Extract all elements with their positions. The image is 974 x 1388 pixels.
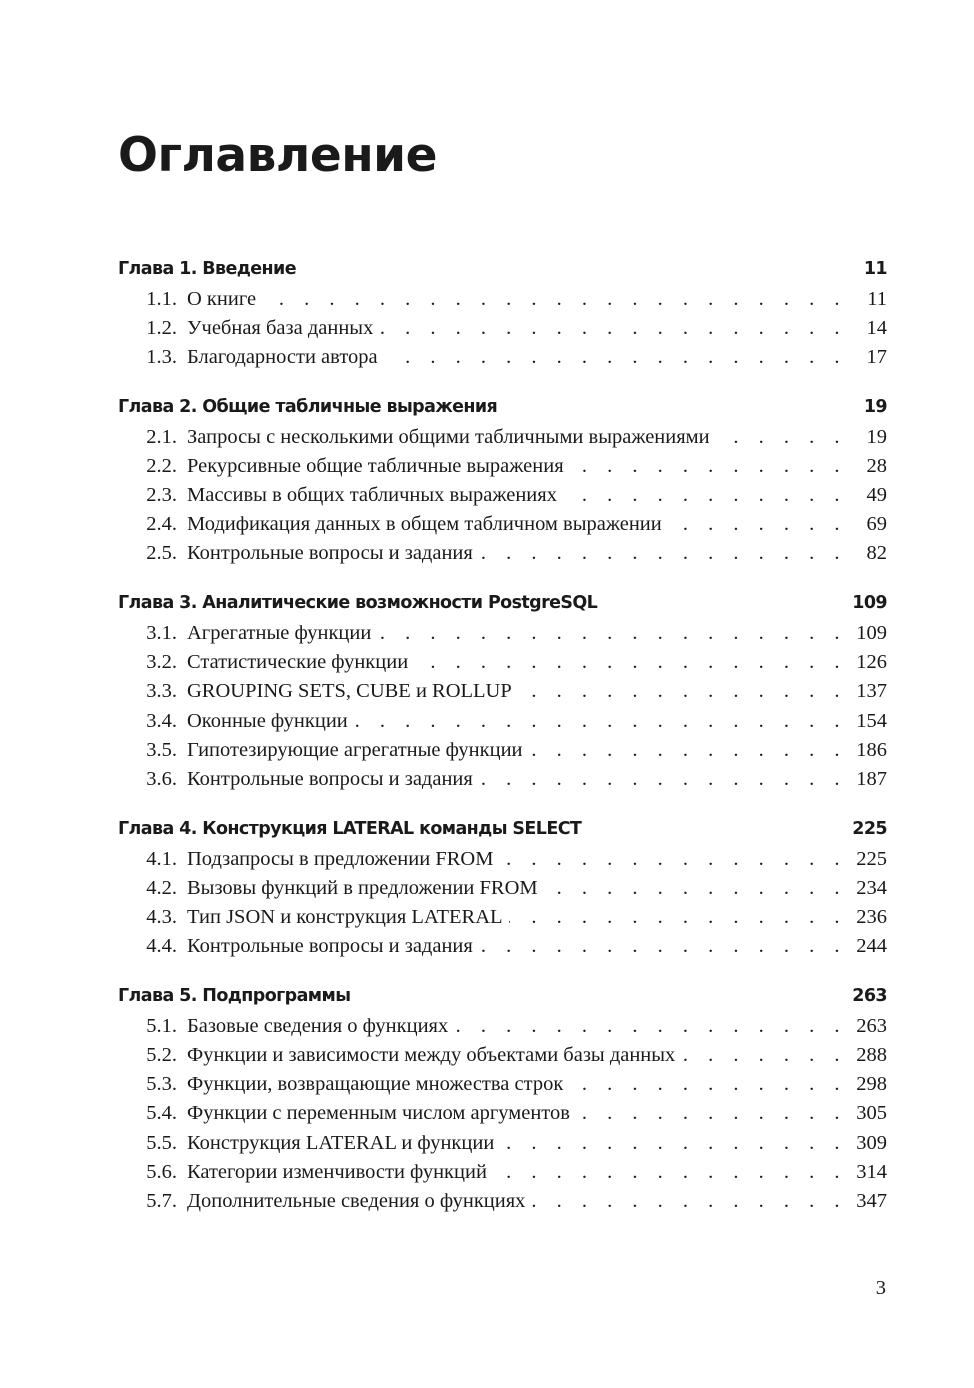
section-page: 69: [866, 513, 887, 536]
chapter-title: Глава 3. Аналитические возможности PostgreSQL: [118, 593, 598, 614]
dot-leader: [454, 1015, 887, 1044]
section-title: Функции с переменным числом аргументов: [187, 1102, 570, 1125]
section-number: 2.5.: [146, 542, 177, 565]
section-page: 11: [867, 287, 887, 310]
section-number: 5.2.: [146, 1044, 177, 1067]
section-number: 1.1.: [146, 287, 177, 310]
toc-section-entry[interactable]: [118, 484, 887, 513]
section-page: 305: [856, 1102, 887, 1125]
section-page: 347: [856, 1189, 887, 1212]
dot-leader: [379, 317, 887, 346]
toc-section-entry[interactable]: [118, 346, 887, 375]
dot-leader: [569, 1073, 887, 1102]
section-number: 5.6.: [146, 1160, 177, 1183]
section-number: 2.4.: [146, 513, 177, 536]
section-title: Дополнительные сведения о функциях: [187, 1189, 526, 1212]
chapter-title: Глава 4. Конструкция LATERAL команды SELECT: [118, 818, 582, 839]
toc-section-entry[interactable]: [118, 455, 887, 484]
section-page: 314: [856, 1160, 887, 1183]
section-number: 5.1.: [146, 1015, 177, 1038]
dot-leader: [262, 288, 887, 317]
toc-section-entry[interactable]: [118, 651, 887, 680]
dot-leader: [500, 1132, 887, 1161]
toc-section-entry[interactable]: [118, 288, 887, 317]
toc-chapter-entry[interactable]: [118, 593, 887, 622]
section-title: Статистические функции: [187, 651, 409, 674]
toc-section-entry[interactable]: [118, 768, 887, 797]
section-number: 1.2.: [146, 316, 177, 339]
dot-leader: [563, 484, 887, 513]
toc-section-entry[interactable]: [118, 1102, 887, 1131]
section-number: 2.2.: [146, 454, 177, 477]
section-title: Рекурсивные общие табличные выражения: [187, 454, 564, 477]
dot-leader: [479, 935, 887, 964]
section-title: Контрольные вопросы и задания: [187, 542, 473, 565]
dot-leader: [529, 739, 887, 768]
dot-leader: [509, 906, 887, 935]
toc-section-entry[interactable]: [118, 710, 887, 739]
chapter-title: Глава 2. Общие табличные выражения: [118, 396, 498, 417]
section-number: 1.3.: [146, 345, 177, 368]
chapter-page: 263: [852, 986, 887, 1007]
chapter-page: 19: [863, 396, 887, 417]
section-number: 5.7.: [146, 1189, 177, 1212]
toc-section-entry[interactable]: [118, 426, 887, 455]
section-title: Контрольные вопросы и задания: [187, 767, 473, 790]
chapter-title: Глава 1. Введение: [118, 258, 296, 279]
section-number: 5.4.: [146, 1102, 177, 1125]
section-page: 187: [856, 767, 887, 790]
section-number: 3.6.: [146, 767, 177, 790]
section-title: Базовые сведения о функциях: [187, 1015, 449, 1038]
toc-section-entry[interactable]: [118, 1161, 887, 1190]
section-title: Модификация данных в общем табличном выражении: [187, 513, 662, 536]
section-number: 4.1.: [146, 847, 177, 870]
toc-chapter-entry[interactable]: [118, 259, 887, 288]
section-page: 309: [856, 1131, 887, 1154]
section-page: 154: [856, 709, 887, 732]
chapter-title: Глава 5. Подпрограммы: [118, 986, 351, 1007]
section-title: Массивы в общих табличных выражениях: [187, 483, 557, 506]
section-page: 298: [856, 1073, 887, 1096]
section-number: 4.3.: [146, 906, 177, 928]
toc-chapter-entry[interactable]: [118, 819, 887, 848]
dot-leader: [377, 622, 887, 651]
section-title: Конструкция LATERAL и функции: [187, 1131, 495, 1154]
section-number: 5.5.: [146, 1131, 177, 1154]
dot-leader: [384, 346, 887, 375]
section-title: Оконные функции: [187, 709, 348, 732]
section-title: Вызовы функций в предложении FROM: [187, 876, 538, 899]
section-page: 244: [856, 935, 887, 958]
toc-section-entry[interactable]: [118, 680, 887, 709]
section-title: Функции и зависимости между объектами базы данных: [187, 1044, 676, 1067]
section-title: Подзапросы в предложении FROM: [187, 847, 494, 870]
dot-leader: [414, 651, 887, 680]
dot-leader: [544, 877, 887, 906]
section-title: Благодарности автора: [187, 345, 378, 368]
section-title: Функции, возвращающие множества строк: [187, 1073, 564, 1096]
dot-leader: [493, 1161, 887, 1190]
dot-leader: [518, 680, 887, 709]
section-page: 109: [856, 622, 887, 645]
toc-section-entry[interactable]: [118, 739, 887, 768]
section-number: 4.4.: [146, 935, 177, 958]
section-title: Категории изменчивости функций: [187, 1160, 487, 1183]
section-number: 3.1.: [146, 622, 177, 645]
section-page: 28: [866, 454, 887, 477]
section-number: 3.4.: [146, 709, 177, 732]
section-number: 3.3.: [146, 680, 177, 703]
toc-section-entry[interactable]: [118, 513, 887, 542]
section-page: 14: [866, 316, 887, 339]
section-page: 17: [866, 345, 887, 368]
section-title: Учебная база данных: [187, 316, 374, 339]
toc-chapter-entry[interactable]: [118, 397, 887, 426]
dot-leader: [576, 1102, 887, 1131]
section-title: Агрегатные функции: [187, 622, 372, 645]
section-number: 2.3.: [146, 483, 177, 506]
dot-leader: [531, 1190, 887, 1219]
chapter-page: 109: [852, 593, 887, 614]
section-page: 186: [856, 738, 887, 761]
section-page: 263: [856, 1015, 887, 1038]
section-page: 19: [866, 425, 887, 448]
section-number: 5.3.: [146, 1073, 177, 1096]
table-of-contents: [118, 259, 887, 1219]
toc-section-entry[interactable]: [118, 906, 887, 935]
section-page: 126: [856, 651, 887, 674]
section-title: Запросы с несколькими общими табличными выражениями: [187, 425, 710, 448]
toc-chapter-entry[interactable]: [118, 986, 887, 1015]
section-page: 49: [866, 483, 887, 506]
section-number: 3.2.: [146, 651, 177, 674]
toc-section-entry[interactable]: [118, 1073, 887, 1102]
chapter-page: 225: [852, 818, 887, 839]
chapter-page: 11: [863, 258, 887, 279]
section-page: 137: [856, 680, 887, 703]
dot-leader: [479, 542, 887, 571]
page-title: Оглавление: [118, 128, 437, 183]
page-number: 3: [875, 1277, 886, 1299]
toc-section-entry[interactable]: [118, 935, 887, 964]
section-page: 234: [856, 876, 887, 899]
section-page: 225: [856, 847, 887, 870]
dot-leader: [570, 455, 887, 484]
toc-section-entry[interactable]: [118, 1132, 887, 1161]
section-title: О книге: [187, 287, 257, 310]
section-title: GROUPING SETS, CUBE и ROLLUP: [187, 680, 512, 703]
dot-leader: [354, 710, 887, 739]
section-number: 3.5.: [146, 738, 177, 761]
section-title: Гипотезирующие агрегатные функции: [187, 738, 523, 761]
toc-section-entry[interactable]: [118, 622, 887, 651]
section-page: 82: [866, 542, 887, 565]
toc-section-entry[interactable]: [118, 1015, 887, 1044]
section-number: 2.1.: [146, 425, 177, 448]
toc-section-entry[interactable]: [118, 1190, 887, 1219]
toc-section-entry[interactable]: [118, 877, 887, 906]
dot-leader: [479, 768, 887, 797]
section-page: 288: [856, 1044, 887, 1067]
section-page: 236: [856, 906, 887, 928]
toc-section-entry[interactable]: [118, 848, 887, 877]
section-title: Контрольные вопросы и задания: [187, 935, 473, 958]
dot-leader: [499, 848, 887, 877]
toc-section-entry[interactable]: [118, 317, 887, 346]
section-title: Тип JSON и конструкция LATERAL: [187, 906, 503, 928]
section-number: 4.2.: [146, 876, 177, 899]
toc-section-entry[interactable]: [118, 1044, 887, 1073]
toc-section-entry[interactable]: [118, 542, 887, 571]
